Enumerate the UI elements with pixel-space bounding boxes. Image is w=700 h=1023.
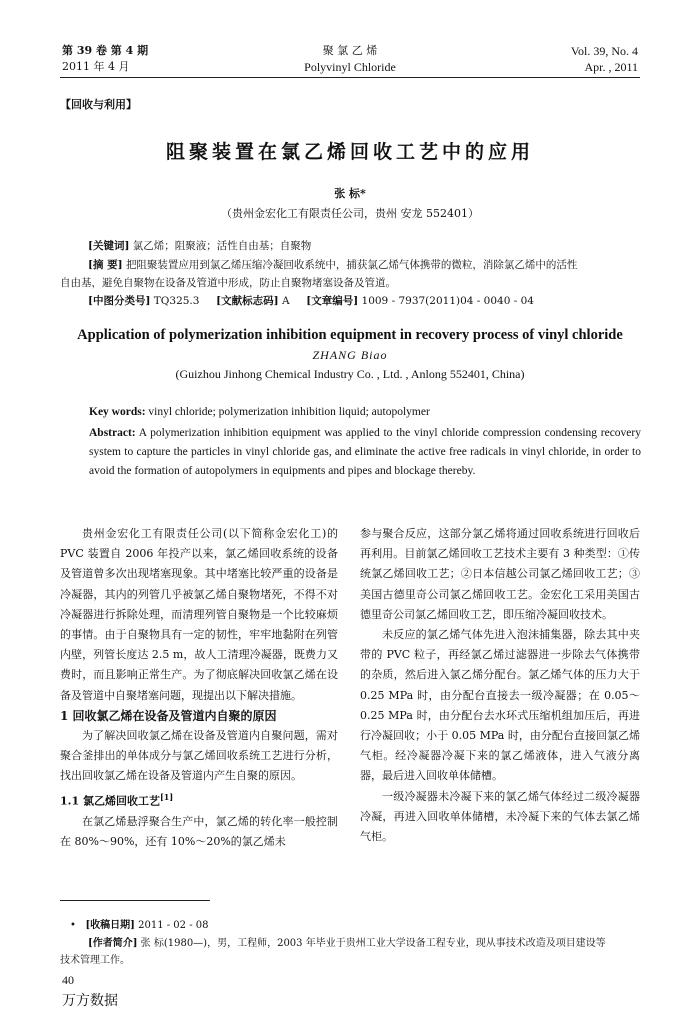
section11-paragraph: 在氯乙烯悬浮聚合生产中，氯乙烯的转化率一般控制在 80%～90%，还有 10%～20%的氯乙烯未 [60,814,338,848]
header-rule [60,77,640,78]
classification-line [88,293,648,310]
body-left-column [60,524,338,852]
right-paragraph-2: 未反应的氯乙烯气体先进入泡沫捕集器，除去其中夹带的 PVC 粒子，再经氯乙烯过滤器进一步除去气体携带的杂质，然后进入氯乙烯分配台。氯乙烯气体的压力大于 0.25 MPa 时，由分配台直接去一级冷凝器；在 0.05～0.25 MPa 时，由分配台去水环式压缩机组加压后，再进行冷凝回收；小于 0.05 MPa 时，由分配台直接回氯乙烯气柜。经冷凝器冷凝下来的氯乙烯液体，进入气液分离器，最后进入回收单体储槽。 [360,628,640,783]
header-journal-en: Polyvinyl Chloride [304,60,396,74]
affiliation-en: (Guizhou Jinhong Chemical Industry Co. , Ltd. , Anlong 552401, China) [175,367,525,381]
author-en: ZHANG Biao [312,348,388,362]
footnote-bio-line2: 技术管理工作。 [60,955,130,966]
right-paragraph-1: 参与聚合反应，这部分氯乙烯将通过回收系统进行回收后再利用。目前氯乙烯回收工艺技术主要有 3 种类型：①传统氯乙烯回收工艺；②日本信越公司氯乙烯回收工艺；③美国古德里奇公司氯乙烯回收工艺。金宏化工采用美国古德里奇公司氯乙烯回收工艺，即压缩冷凝回收技术。 [360,527,640,621]
section-tag: 【回收与利用】 [60,98,137,111]
keywords-en-text: vinyl chloride; polymerization inhibition liquid; autopolymer [148,406,430,418]
footnote-bullet: • [70,920,76,931]
section11-heading [60,787,338,812]
keywords-en-label: Key words: [89,406,146,418]
bio-text1: 张 标(1980—)，男，工程师，2003 年毕业于贵州工业大学设备工程专业，现从事技术改造及项目建设等 [140,938,606,949]
title-cn: 阻聚装置在氯乙烯回收工艺中的应用 [165,141,534,163]
body-right-column [360,524,640,847]
clc-value: TQ325.3 [153,295,200,307]
received-value: 2011 - 02 - 08 [138,920,209,931]
clc-label: [中图分类号] [88,295,151,307]
article-value: 1009 - 7937(2011)04 - 0040 - 04 [361,295,534,307]
abstract-cn-label: [摘 要] [88,259,123,271]
abstract-en [89,424,641,481]
footnote-bio-line1 [88,935,648,952]
title-en: Application of polymerization inhibition equipment in recovery process of vinyl chloride [77,327,623,343]
section1-paragraph: 为了解决回收氯乙烯在设备及管道内自聚问题，需对聚合釜排出的单体成分与氯乙烯回收系统工艺进行分析，找出回收氯乙烯在设备及管道内产生自聚的原因。 [60,729,338,783]
section1-heading: 1 回收氯乙烯在设备及管道内自聚的原因 [60,708,277,723]
keywords-cn [88,238,648,255]
abstract-en-text: A polymerization inhibition equipment was applied to the vinyl chloride compression condensing recovery system to capture the particles in vinyl chloride gas, and eliminate the active free radicals in vinyl chloride, in order to avoid the formation of autopolymers in equipments and pipes and blockage thereby. [89,427,641,477]
bio-label: [作者简介] [88,938,138,949]
section11-heading-text: 1.1 氯乙烯回收工艺 [60,794,160,808]
header-date: 2011 年 4 月 [62,60,130,73]
header-volume: 第 39 卷 第 4 期 [62,44,149,57]
abstract-en-label: Abstract: [89,427,136,439]
article-label: [文章编号] [306,295,359,307]
affiliation-cn: （贵州金宏化工有限责任公司，贵州 安龙 552401） [221,207,479,220]
header-date-en: Apr. , 2011 [584,60,638,74]
received-label: [收稿日期] [85,920,135,931]
footnote-received [70,917,650,934]
author-cn: 张 标* [334,187,366,200]
abstract-cn-text1: 把阻聚装置应用到氯乙烯压缩冷凝回收系统中，捕获氯乙烯气体携带的微粒，消除氯乙烯中的活性 [125,259,578,271]
footnote-rule [60,900,210,901]
right-paragraph-3: 一级冷凝器未冷凝下来的氯乙烯气体经过二级冷凝器冷凝，再进入回收单体储槽，未冷凝下来的气体去氯乙烯气柜。 [360,789,640,844]
doc-value: A [281,295,290,307]
header-vol-en: Vol. 39, No. 4 [570,44,638,58]
doc-label: [文献标志码] [216,295,279,307]
keywords-cn-label: [关键词] [88,240,130,252]
watermark: 万方数据 [62,993,118,1009]
keywords-en [89,403,649,422]
section11-ref: [1] [159,791,174,802]
abstract-cn-line2: 自由基，避免自聚物在设备及管道中形成，防止自聚物堵塞设备及管道。 [60,277,396,289]
page-number: 40 [62,973,74,987]
abstract-cn-line1 [88,257,648,274]
keywords-cn-text: 氯乙烯；阻聚液；活性自由基；自聚物 [132,240,312,252]
intro-paragraph: 贵州金宏化工有限责任公司(以下简称金宏化工)的 PVC 装置自 2006 年投产以来，氯乙烯回收系统的设备及管道曾多次出现堵塞现象。其中堵塞比较严重的设备是冷凝器，其内的列管几乎被氯乙烯自聚物堵死，不得不对冷凝器进行拆除处理，而清理列管自聚物是一个比较麻烦的事情。由于自聚物具有一定的韧性，牢牢地黏附在列管内壁，列管长度达 2.5 m，故人工清理冷凝器，既费力又费时，而且影响正常生产。为了彻底解决回收氯乙烯在设备及管道中自聚堵塞问题，现提出以下解决措施。 [60,527,338,702]
header-journal-cn: 聚 氯 乙 烯 [322,44,378,57]
